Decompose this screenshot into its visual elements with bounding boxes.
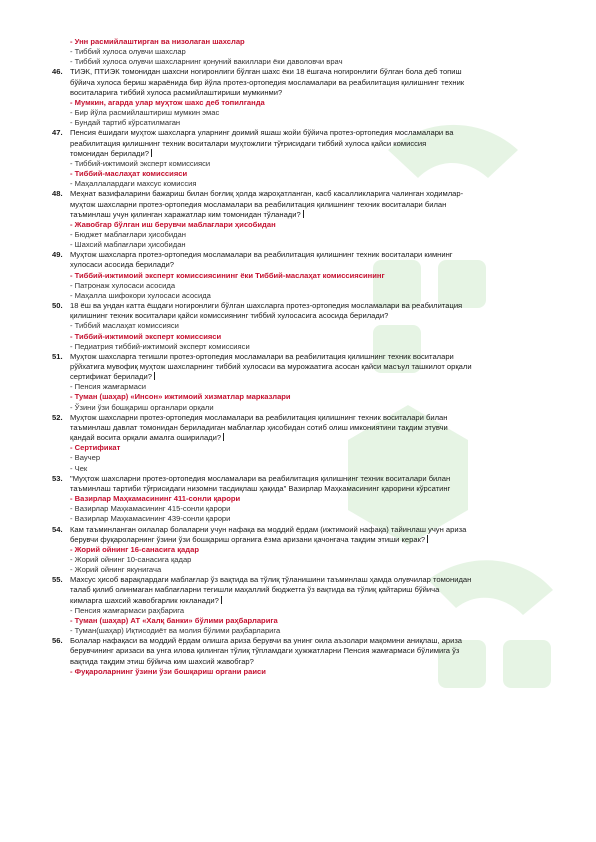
question-text-line bbox=[70, 636, 584, 646]
question-text-line bbox=[70, 189, 584, 199]
question-text: "Муҳтож шахсларни протез-ортопедия мосламалари ва реабилитация қилишнинг техник воситалари билан bbox=[70, 473, 451, 483]
question-text: кимларга шахсий жавобгарлик юкланади? bbox=[70, 595, 219, 605]
answer-option: - Бир йўла расмийлаштириш мумкин эмас bbox=[70, 108, 220, 118]
question bbox=[52, 189, 584, 219]
question-number: 50. bbox=[52, 301, 63, 311]
question-text-line bbox=[70, 128, 584, 138]
answer-option: - Ваучер bbox=[70, 453, 101, 463]
question-text: берувчининг аризаси ва унга илова қилинган тўлиқ тўпламдаги ҳужжатларни Пенсия жамғармаси бўлимига ўз bbox=[70, 646, 460, 656]
question-text-line bbox=[70, 585, 584, 595]
answer-option: - Патронаж хулосаси асосида bbox=[70, 280, 176, 290]
question bbox=[52, 413, 584, 443]
question bbox=[52, 525, 584, 545]
answer-option: - Бюджет маблағлари ҳисобидан bbox=[70, 229, 186, 239]
question-text: вақтида тақдим этиш бўйича ким шахсий жавобгар? bbox=[70, 656, 254, 666]
question-text-line bbox=[70, 260, 584, 270]
question-number: 55. bbox=[52, 575, 63, 585]
text-cursor bbox=[151, 149, 152, 157]
question-text: Муҳтож шахсларга протез-ортопедия мосламалари ва реабилитация қилишнинг техник воситалари кимнинг bbox=[70, 250, 453, 260]
question-number: 53. bbox=[52, 473, 63, 483]
question-text: таъминлаш давлат томонидан бериладиган маблағлар ҳисобидан сотиб олиш имкониятини тақдим этувчи bbox=[70, 422, 448, 432]
question-text-line bbox=[70, 301, 584, 311]
question-number: 52. bbox=[52, 412, 63, 422]
question bbox=[52, 250, 584, 270]
question-text: ТИЭК, ПТИЭК томонидан шахсни ногиронлиги бўлган шахс ёки 18 ёшгача ногиронлиги бўлган бола деб топиш bbox=[70, 67, 462, 77]
question-text-line bbox=[70, 149, 584, 159]
question-text-line bbox=[70, 139, 584, 149]
question-text-line bbox=[70, 575, 584, 585]
question-number: 47. bbox=[52, 128, 63, 138]
question-text: рўйхатига мувофиқ муҳтож шахсларнинг тиббий хулосаси ва мурожаатига асосан қайси масъул ташкилот орқали bbox=[70, 362, 472, 371]
correct-answer: - Туман (шаҳар) «Инсон» ижтимоий хизматлар марказлари bbox=[70, 392, 291, 402]
answer-option: - Ўзини ўзи бошқариш органлари орқали bbox=[70, 402, 214, 412]
correct-answer: - Жавобгар бўлган иш берувчи маблағлари ҳисобидан bbox=[70, 219, 276, 229]
text-cursor bbox=[427, 535, 428, 543]
question-text: Муҳтож шахсларни протез-ортопедия мосламалари ва реабилитация қилишнинг техник воситалари билан bbox=[70, 412, 448, 422]
question-text-line bbox=[70, 250, 584, 260]
question-text-line bbox=[70, 423, 584, 433]
answer-option: - Педиатрия тиббий-ижтимоий эксперт комиссияси bbox=[70, 341, 250, 351]
question-text-line bbox=[70, 646, 584, 656]
question bbox=[52, 67, 584, 97]
question bbox=[52, 301, 584, 321]
question-text-line bbox=[70, 352, 584, 362]
answer-option: - Пенсия жамғармаси bbox=[70, 382, 146, 392]
question bbox=[52, 636, 584, 666]
question-text: муҳтож шахсларни протез-ортопедия мосламалари ва реабилитация қилишнинг техник воситалари билан bbox=[70, 199, 447, 209]
question-text-line bbox=[70, 525, 584, 535]
correct-answer: - Фуқароларнинг ўзини ўзи бошқариш органи раиси bbox=[70, 666, 266, 676]
text-cursor bbox=[154, 372, 155, 380]
question-text: хулосаси асосида берилади? bbox=[70, 260, 174, 270]
text-cursor bbox=[223, 433, 224, 441]
question-number: 49. bbox=[52, 250, 63, 260]
question-text-line bbox=[70, 200, 584, 210]
answer-option: - Пенсия жамғармаси раҳбарига bbox=[70, 605, 185, 615]
text-cursor bbox=[303, 210, 304, 218]
question-text-line bbox=[70, 362, 584, 372]
answer-option: - Тиббий маслаҳат комиссияси bbox=[70, 321, 179, 331]
correct-answer: - Унн расмийлаштирган ва низолаган шахслар bbox=[70, 37, 245, 46]
question-number: 51. bbox=[52, 351, 63, 361]
question bbox=[52, 474, 584, 494]
answer-option: - Жорий ойнинг якунигача bbox=[70, 565, 162, 575]
question-text: бўйича хулоса бериш жараёнида бир йўла протез-ортопедия мосламалари ва реабилитация қилишнинг техник bbox=[70, 77, 465, 87]
question-text-line bbox=[70, 210, 584, 220]
answer-option: - Чек bbox=[70, 463, 88, 473]
question-text-line bbox=[70, 372, 584, 382]
question bbox=[52, 128, 584, 158]
question-text: таъминлаш учун қилинган харажатлар ким томонидан тўланади? bbox=[70, 209, 301, 219]
question-text: Болалар нафақаси ва моддий ёрдам олишга ариза берувчи ва унинг оила аъзолари мақомини аниқлаш, ариза bbox=[70, 636, 463, 646]
correct-answer: - Тиббий-ижтимоий эксперт комиссиясининг ёки Тиббий-маслаҳат комиссиясининг bbox=[70, 270, 385, 280]
text-cursor bbox=[221, 596, 222, 604]
question-text: сертификат берилади? bbox=[70, 372, 152, 382]
question-number: 46. bbox=[52, 67, 63, 77]
question-number: 54. bbox=[52, 524, 63, 534]
question-text-line bbox=[70, 657, 584, 667]
answer-option: - Маҳаллалардаги махсус комиссия bbox=[70, 179, 197, 189]
answer-option: - Вазирлар Маҳкамасининг 439-сонли қарори bbox=[70, 514, 231, 524]
question-text: қилишнинг техник воситалари қайси комиссиянинг тиббий хулосасига асосида берилади? bbox=[70, 311, 389, 321]
question-text: Махсус ҳисоб варақлардаги маблағлар ўз вақтида ва тўлиқ тўланишини таъминлаш ҳамда олувчилар томонидан bbox=[70, 575, 472, 585]
question-text: Муҳтож шахсларга тегишли протез-ортопедия мосламалари ва реабилитация қилишнинг техник воситалари bbox=[70, 351, 454, 361]
question-text: реабилитация қилишнинг техник воситалари муҳтожлиги тўғрисидаги тиббий хулоса қайси комиссия bbox=[70, 138, 427, 148]
question-text-line bbox=[70, 88, 584, 98]
correct-answer: - Туман (шаҳар) АТ «Халқ банки» бўлими раҳбарларига bbox=[70, 615, 278, 625]
question-number: 48. bbox=[52, 189, 63, 199]
question-text: Меҳнат вазифаларини бажариш билан боғлиқ ҳолда жароҳатланган, касб касалликларига чалинган ходимлар- bbox=[70, 189, 464, 199]
question-text: воситаларига тиббий хулоса расмийлаштириши мумкинми? bbox=[70, 87, 283, 97]
answer-option: - Шахсий маблағлари ҳисобидан bbox=[70, 240, 186, 250]
answer-option: - Бундай тартиб кўрсатилмаган bbox=[70, 118, 181, 128]
correct-answer: - Сертификат bbox=[70, 443, 121, 453]
correct-answer: - Тиббий-маслаҳат комиссияси bbox=[70, 169, 188, 179]
correct-answer: - Тиббий-ижтимоий эксперт комиссияси bbox=[70, 331, 222, 341]
answer-option: - Тиббий-ижтимоий эксперт комиссияси bbox=[70, 158, 211, 168]
question-text-line bbox=[70, 78, 584, 88]
question-number: 56. bbox=[52, 636, 63, 646]
question-text: таъминлаш тартиби тўғрисидаги низомни тасдиқлаш ҳақида" Вазирлар Маҳкамасининг қарорини кўрсатинг bbox=[70, 483, 451, 493]
question bbox=[52, 352, 584, 382]
question-text: берувчи фуқароларнинг ўзини ўзи бошқариш органига ёзма аризани қачонгача тақдим этиши керак? bbox=[70, 534, 426, 544]
correct-answer: - Мумкин, агарда улар муҳтож шахс деб топилганда bbox=[70, 97, 265, 107]
question-list bbox=[52, 37, 584, 677]
question-text: 18 ёш ва ундан катта ёшдаги ногиронлиги бўлган шахсларга протез-ортопедия мосламалари ва реабилитация bbox=[70, 301, 463, 311]
correct-answer: - Вазирлар Маҳкамасининг 411-сонли қарори bbox=[70, 494, 241, 504]
question-text-line bbox=[70, 413, 584, 423]
question-text-line bbox=[70, 484, 584, 494]
answer-option: - Жорий ойнинг 10-санасига қадар bbox=[70, 554, 192, 564]
question-text-line bbox=[70, 535, 584, 545]
answer-option: - Тиббий хулоса олувчи шахслар bbox=[70, 47, 186, 57]
correct-answer: - Жорий ойнинг 16-санасига қадар bbox=[70, 544, 199, 554]
question-text-line bbox=[70, 474, 584, 484]
question-text: томонидан берилади? bbox=[70, 148, 149, 158]
question-text-line bbox=[70, 433, 584, 443]
question-text: талаб қилиб олинмаган маблағларни тегишли маҳаллий бюджетга ўз вақтида ва тўлиқ қайтариш бўйича bbox=[70, 585, 440, 595]
answer-option: - Вазирлар Маҳкамасининг 415-сонли қарори bbox=[70, 504, 231, 514]
answer-option: - Маҳалла шифокори хулосаси асосида bbox=[70, 290, 211, 300]
question-text-line bbox=[70, 311, 584, 321]
question-text-line bbox=[70, 67, 584, 77]
question-text: қандай восита орқали амалга оширилади? bbox=[70, 433, 222, 443]
answer-option: - Тиббий хулоса олувчи шахсларнинг қонуний вакиллари ёки даволовчи врач bbox=[70, 57, 343, 67]
question bbox=[52, 575, 584, 605]
question-text: Кам таъминланган оилалар болаларни учун нафақа ва моддий ёрдам (ижтимоий нафақа) тайинлаш учун ариза bbox=[70, 524, 467, 534]
question-text: Пенсия ёшидаги муҳтож шахсларга уларнинг доимий яшаш жойи бўйича протез-ортопедия мосламалари ва bbox=[70, 128, 454, 138]
question-text-line bbox=[70, 596, 584, 606]
answer-option: - Туман(шаҳар) Иқтисодиёт ва молия бўлими раҳбарларига bbox=[70, 626, 281, 636]
